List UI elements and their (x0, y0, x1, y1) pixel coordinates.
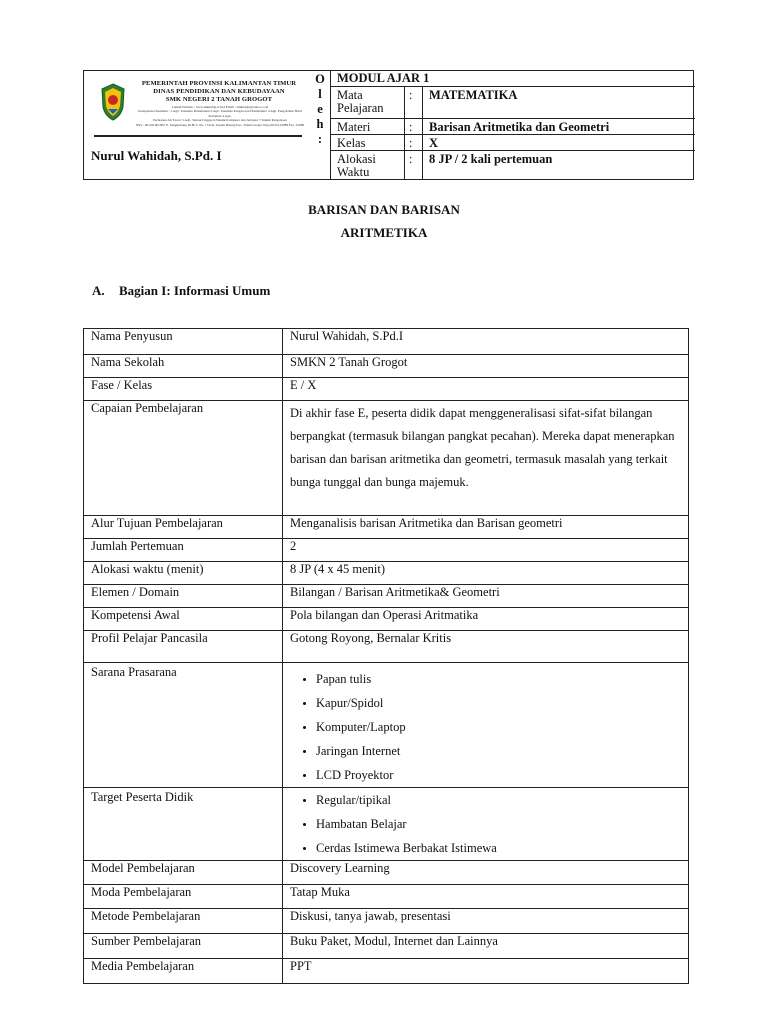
row-key: Sumber Pembelajaran (84, 934, 283, 959)
row-key: Fase / Kelas (84, 378, 283, 401)
info-sep: : (404, 119, 422, 135)
row-value: 8 JP (4 x 45 menit) (283, 562, 689, 585)
table-row (84, 401, 689, 516)
info-value: Barisan Aritmetika dan Geometri (422, 119, 695, 135)
list-item: • Komputer/Laptop (316, 715, 681, 739)
table-row (84, 355, 689, 378)
row-key: Capaian Pembelajaran (84, 401, 283, 516)
table-row (84, 585, 689, 608)
row-value: Nurul Wahidah, S.Pd.I (283, 329, 689, 355)
kop-detail-line: Kompetensi Keahlian : 1.Agb. Tanaman Perkebunan 2.Agb. Tanaman Pangan dan Hortikultura 3.Agb. Pengolahan Hasil Pertanian 4.Agb. (138, 109, 302, 118)
list-item: • Regular/tipikal (316, 788, 681, 812)
kop-detail-line: Perikanan Air Tawar 5.Agb. Ternak Unggas 6.Teknik Komputer dan Jaringan 7.Teknik Pengelasan (153, 118, 287, 123)
row-key: Media Pembelajaran (84, 959, 283, 984)
row-value: PPT (283, 959, 689, 984)
table-row (84, 516, 689, 539)
kop-title (134, 80, 304, 104)
kop-surat (84, 71, 310, 179)
list-item: • Cerdas Istimewa Berbakat Istimewa (316, 836, 681, 860)
oleh-vertical-label (312, 71, 328, 180)
sarana-list (290, 663, 681, 787)
table-row (84, 885, 689, 909)
table-row (84, 934, 689, 959)
province-emblem-icon (100, 83, 126, 121)
list-item: • Kapur/Spidol (316, 691, 681, 715)
row-key: Model Pembelajaran (84, 861, 283, 885)
row-key: Kompetensi Awal (84, 608, 283, 631)
row-value: E / X (283, 378, 689, 401)
oleh-letter: e (317, 102, 323, 116)
table-row (84, 861, 689, 885)
table-row (84, 788, 689, 861)
kop-details (134, 105, 306, 127)
info-row-kelas (330, 134, 695, 151)
table-row (84, 608, 689, 631)
school-letterhead (94, 77, 306, 135)
list-item: • LCD Proyektor (316, 763, 681, 787)
table-row (84, 539, 689, 562)
info-value: MATEMATIKA (422, 87, 695, 119)
row-value: SMKN 2 Tanah Grogot (283, 355, 689, 378)
row-key: Profil Pelajar Pancasila (84, 631, 283, 663)
author-name: Nurul Wahidah, S.Pd. I (91, 148, 222, 163)
table-row (84, 329, 689, 355)
info-label: Alokasi Waktu (330, 151, 404, 180)
row-key: Sarana Prasarana (84, 663, 283, 788)
row-key: Target Peserta Didik (84, 788, 283, 861)
table-row (84, 959, 689, 984)
row-key: Moda Pembelajaran (84, 885, 283, 909)
list-item: • Jaringan Internet (316, 739, 681, 763)
oleh-letter: l (318, 87, 322, 101)
info-umum-table (83, 328, 689, 984)
info-row-mapel (330, 86, 695, 119)
info-sep: : (404, 135, 422, 151)
kop-line-1: PEMERINTAH PROVINSI KALIMANTAN TIMUR (141, 80, 297, 87)
row-value (283, 788, 689, 861)
info-row-materi (330, 118, 695, 135)
section-heading (92, 283, 270, 299)
document-title-line-2: ARITMETIKA (340, 225, 428, 240)
row-value (283, 663, 689, 788)
row-key: Alokasi waktu (menit) (84, 562, 283, 585)
row-value: Di akhir fase E, peserta didik dapat menggeneralisasi sifat-sifat bilangan berpangkat (termasuk bilangan pangkat pecahan). Mereka dapat menerapkan barisan dan barisan aritmetika dan geometri, termasuk masalah yang terkait bunga tunggal dan bunga majemuk. (283, 401, 689, 516)
oleh-letter: : (317, 132, 323, 146)
info-value: 8 JP / 2 kali pertemuan (422, 151, 695, 180)
row-value: Discovery Learning (283, 861, 689, 885)
row-value: Bilangan / Barisan Aritmetika& Geometri (283, 585, 689, 608)
table-row (84, 562, 689, 585)
info-label: Materi (330, 119, 404, 135)
section-letter: A. (92, 283, 105, 298)
section-label: Bagian I: Informasi Umum (119, 283, 271, 298)
target-list (290, 788, 681, 860)
kop-detail-line: NSS : 401161601002 Jl. Sangkuriang Rt.Bt 4. No. 15 Kel. Tepian Batang Kec. Tanah Grogot Telp.(0543) 22089 Fax. 22089 (135, 122, 305, 127)
row-value: Tatap Muka (283, 885, 689, 909)
row-key: Alur Tujuan Pembelajaran (84, 516, 283, 539)
table-row (84, 663, 689, 788)
kop-line-3: SMK NEGERI 2 TANAH GROGOT (165, 96, 273, 103)
row-value: Buku Paket, Modul, Internet dan Lainnya (283, 934, 689, 959)
module-header (83, 70, 694, 180)
row-value: Diskusi, tanya jawab, presentasi (283, 909, 689, 934)
list-item: • Hambatan Belajar (316, 812, 681, 836)
kop-divider (94, 135, 302, 137)
row-key: Jumlah Pertemuan (84, 539, 283, 562)
modul-title-row (330, 70, 695, 86)
info-row-alokasi (330, 150, 695, 180)
row-value: Gotong Royong, Bernalar Kritis (283, 631, 689, 663)
row-key: Nama Sekolah (84, 355, 283, 378)
oleh-letter: O (315, 72, 325, 86)
table-row (84, 631, 689, 663)
row-key: Nama Penyusun (84, 329, 283, 355)
info-value: X (422, 135, 695, 151)
table-row (84, 909, 689, 934)
list-item: • Papan tulis (316, 667, 681, 691)
info-label: Kelas (330, 135, 404, 151)
info-sep: : (404, 87, 422, 119)
table-row (84, 378, 689, 401)
row-key: Elemen / Domain (84, 585, 283, 608)
row-value: Menganalisis barisan Aritmetika dan Barisan geometri (283, 516, 689, 539)
modul-title: MODUL AJAR 1 (330, 70, 695, 86)
info-label: Mata Pelajaran (330, 87, 404, 119)
oleh-letter: h (316, 117, 324, 131)
row-value: Pola bilangan dan Operasi Aritmatika (283, 608, 689, 631)
row-value: 2 (283, 539, 689, 562)
row-key: Metode Pembelajaran (84, 909, 283, 934)
document-title-line-1: BARISAN DAN BARISAN (308, 202, 460, 217)
kop-detail-line: Laman/Website : www.smkn2tgt.sch.id Email : smkn2tgt@yahoo.co.id (171, 105, 269, 109)
info-sep: : (404, 151, 422, 180)
kop-line-2: DINAS PENDIDIKAN DAN KEBUDAYAAN (153, 88, 285, 95)
